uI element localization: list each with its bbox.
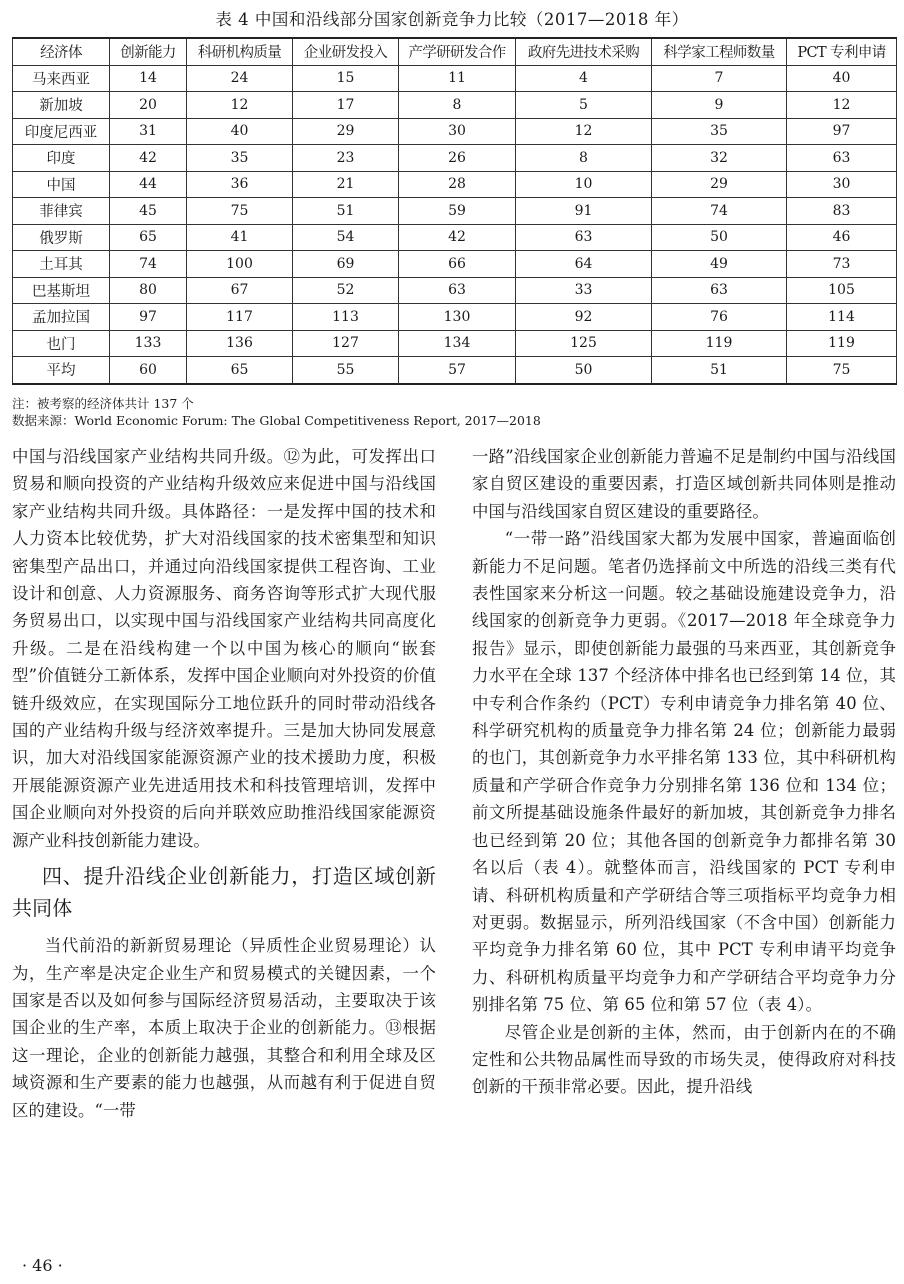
row-header: 俄罗斯 xyxy=(13,224,110,251)
table-cell: 46 xyxy=(787,224,897,251)
table-cell: 105 xyxy=(787,277,897,304)
table-cell: 4 xyxy=(516,65,652,92)
table-cell: 133 xyxy=(110,330,187,357)
table-cell: 30 xyxy=(399,118,516,145)
row-header: 平均 xyxy=(13,357,110,384)
table-cell: 136 xyxy=(187,330,293,357)
table-cell: 15 xyxy=(293,65,399,92)
table-cell: 64 xyxy=(516,251,652,278)
table-cell: 42 xyxy=(110,145,187,172)
column-header: 企业研发投入 xyxy=(293,38,399,65)
table-cell: 17 xyxy=(293,92,399,119)
table-cell: 50 xyxy=(652,224,787,251)
table-cell: 83 xyxy=(787,198,897,225)
table-cell: 23 xyxy=(293,145,399,172)
table-row xyxy=(13,357,897,384)
column-header: PCT 专利申请 xyxy=(787,38,897,65)
table-cell: 35 xyxy=(187,145,293,172)
table-cell: 65 xyxy=(110,224,187,251)
table-cell: 29 xyxy=(293,118,399,145)
table-cell: 67 xyxy=(187,277,293,304)
table-cell: 40 xyxy=(187,118,293,145)
table-row xyxy=(13,92,897,119)
table-cell: 63 xyxy=(516,224,652,251)
table-cell: 65 xyxy=(187,357,293,384)
table-cell: 117 xyxy=(187,304,293,331)
table-cell: 29 xyxy=(652,171,787,198)
table-row xyxy=(13,118,897,145)
table-caption: 表 4 中国和沿线部分国家创新竞争力比较（2017—2018 年） xyxy=(215,10,689,29)
table-row xyxy=(13,145,897,172)
table-cell: 28 xyxy=(399,171,516,198)
column-header: 科学家工程师数量 xyxy=(652,38,787,65)
row-header: 中国 xyxy=(13,171,110,198)
column-header: 创新能力 xyxy=(110,38,187,65)
table-row xyxy=(13,171,897,198)
table-cell: 50 xyxy=(516,357,652,384)
table-cell: 52 xyxy=(293,277,399,304)
table-row xyxy=(13,277,897,304)
right-column xyxy=(472,443,896,1101)
table-cell: 54 xyxy=(293,224,399,251)
row-header: 巴基斯坦 xyxy=(13,277,110,304)
table-cell: 32 xyxy=(652,145,787,172)
paragraph: 一路”沿线国家企业创新能力普遍不足是制约中国与沿线国家自贸区建设的重要因素，打造区域创新共同体则是推动中国与沿线国家自贸区建设的重要路径。 xyxy=(472,447,896,521)
row-header: 印度尼西亚 xyxy=(13,118,110,145)
table-cell: 92 xyxy=(516,304,652,331)
table-cell: 10 xyxy=(516,171,652,198)
table-cell: 5 xyxy=(516,92,652,119)
table-cell: 134 xyxy=(399,330,516,357)
column-header: 政府先进技术采购 xyxy=(516,38,652,65)
table-cell: 45 xyxy=(110,198,187,225)
table-cell: 7 xyxy=(652,65,787,92)
left-column xyxy=(12,443,436,1124)
table-cell: 73 xyxy=(787,251,897,278)
table-row xyxy=(13,304,897,331)
table-cell: 44 xyxy=(110,171,187,198)
row-header: 也门 xyxy=(13,330,110,357)
row-header: 印度 xyxy=(13,145,110,172)
table-cell: 8 xyxy=(516,145,652,172)
table-cell: 119 xyxy=(652,330,787,357)
innovation-competitiveness-table xyxy=(12,37,897,385)
row-header: 马来西亚 xyxy=(13,65,110,92)
table-cell: 97 xyxy=(110,304,187,331)
table-cell: 66 xyxy=(399,251,516,278)
row-header: 孟加拉国 xyxy=(13,304,110,331)
table-cell: 26 xyxy=(399,145,516,172)
table-cell: 97 xyxy=(787,118,897,145)
table-cell: 40 xyxy=(787,65,897,92)
table-header-row xyxy=(13,38,897,65)
table-cell: 80 xyxy=(110,277,187,304)
table-cell: 12 xyxy=(187,92,293,119)
table-cell: 60 xyxy=(110,357,187,384)
column-header: 产学研研发合作 xyxy=(399,38,516,65)
table-cell: 63 xyxy=(399,277,516,304)
column-header: 科研机构质量 xyxy=(187,38,293,65)
table-row xyxy=(13,224,897,251)
table-cell: 12 xyxy=(516,118,652,145)
table-cell: 9 xyxy=(652,92,787,119)
table-cell: 49 xyxy=(652,251,787,278)
table-cell: 24 xyxy=(187,65,293,92)
table-source: 数据来源：World Economic Forum: The Global Competitiveness Report, 2017—2018 xyxy=(12,413,541,428)
table-cell: 127 xyxy=(293,330,399,357)
section-heading: 四、提升沿线企业创新能力，打造区域创新共同体 xyxy=(12,864,436,921)
row-header: 土耳其 xyxy=(13,251,110,278)
row-header: 新加坡 xyxy=(13,92,110,119)
table-cell: 69 xyxy=(293,251,399,278)
table-cell: 42 xyxy=(399,224,516,251)
table-cell: 113 xyxy=(293,304,399,331)
row-header: 菲律宾 xyxy=(13,198,110,225)
table-cell: 14 xyxy=(110,65,187,92)
paragraph: 尽管企业是创新的主体，然而，由于创新内在的不确定性和公共物品属性而导致的市场失灵，使得政府对科技创新的干预非常必要。因此，提升沿线 xyxy=(472,1022,896,1097)
table-cell: 59 xyxy=(399,198,516,225)
column-header: 经济体 xyxy=(13,38,110,65)
table-cell: 76 xyxy=(652,304,787,331)
table-cell: 30 xyxy=(787,171,897,198)
paragraph: 中国与沿线国家产业结构共同升级。⑫为此，可发挥出口贸易和顺向投资的产业结构升级效应来促进中国与沿线国家产业结构共同升级。具体路径：一是发挥中国的技术和人力资本比较优势，扩大对沿线国家的技术密集型和知识密集型产品出口，并通过向沿线国家提供工程咨询、工业设计和创意、人力资源服务、商务咨询等形式扩大现代服务贸易出口，以实现中国与沿线国家产业结构共同高度化升级。二是在沿线构建一个以中国为核心的顺向“嵌套型”价值链分工新体系，发挥中国企业顺向对外投资的价值链升级效应，在实现国际分工地位跃升的同时带动沿线各国的产业结构升级与经济效率提升。三是加大协同发展意识，加大对沿线国家能源资源产业的技术援助力度，积极开展能源资源产业先进适用技术和科技管理培训，发挥中国企业顺向对外投资的后向并联效应助推沿线国家能源资源产业科技创新能力建设。 xyxy=(12,447,436,850)
table-cell: 35 xyxy=(652,118,787,145)
table-cell: 125 xyxy=(516,330,652,357)
table-cell: 33 xyxy=(516,277,652,304)
table-cell: 63 xyxy=(787,145,897,172)
table-cell: 100 xyxy=(187,251,293,278)
table-cell: 8 xyxy=(399,92,516,119)
table-cell: 20 xyxy=(110,92,187,119)
paragraph: “一带一路”沿线国家大都为发展中国家，普遍面临创新能力不足问题。笔者仍选择前文中所选的沿线三类有代表性国家来分析这一问题。较之基础设施建设竞争力，沿线国家的创新竞争力更弱。《2017—2018 年全球竞争力报告》显示，即使创新能力最强的马来西亚，其创新竞争力水平在全球 137 个经济体中排名也已经到第 14 位，其中专利合作条约（PCT）专利申请竞争力排名第 40 位、科学研究机构的质量竞争力排名第 24 位；创新能力最弱的也门，其创新竞争力水平排名第 133 位，其中科研机构质量和产学研合作竞争力分别排名第 136 位和 134 位；前文所提基础设施条件最好的新加坡，其创新竞争力排名也已经到第 20 位；其他各国的创新竞争力都排名第 30 名以后（表 4）。就整体而言，沿线国家的 PCT 专利申请、科研机构质量和产学研结合等三项指标平均竞争力相对更弱。数据显示，所列沿线国家（不含中国）创新能力平均竞争力排名第 60 位，其中 PCT 专利申请平均竞争力、科研机构质量平均竞争力和产学研结合平均竞争力分别排名第 75 位、第 65 位和第 57 位（表 4）。 xyxy=(472,529,896,1015)
table-cell: 75 xyxy=(187,198,293,225)
table-row xyxy=(13,65,897,92)
table-cell: 57 xyxy=(399,357,516,384)
table-cell: 91 xyxy=(516,198,652,225)
table-cell: 119 xyxy=(787,330,897,357)
table-note: 注：被考察的经济体共计 137 个 xyxy=(12,396,194,411)
table-cell: 21 xyxy=(293,171,399,198)
table-cell: 55 xyxy=(293,357,399,384)
table-cell: 75 xyxy=(787,357,897,384)
table-cell: 51 xyxy=(293,198,399,225)
table-row xyxy=(13,198,897,225)
table-cell: 114 xyxy=(787,304,897,331)
table-cell: 36 xyxy=(187,171,293,198)
table-cell: 130 xyxy=(399,304,516,331)
table-cell: 12 xyxy=(787,92,897,119)
table-cell: 74 xyxy=(110,251,187,278)
page-number: · 46 · xyxy=(22,1256,63,1275)
paragraph: 当代前沿的新新贸易理论（异质性企业贸易理论）认为，生产率是决定企业生产和贸易模式的关键因素，一个国家是否以及如何参与国际经济贸易活动，主要取决于该国企业的生产率，本质上取决于企业的创新能力。⑬根据这一理论，企业的创新能力越强，其整合和利用全球及区域资源和生产要素的能力也越强，从而越有利于促进自贸区的建设。“一带 xyxy=(12,936,436,1120)
table-row xyxy=(13,251,897,278)
table-cell: 41 xyxy=(187,224,293,251)
table-cell: 31 xyxy=(110,118,187,145)
table-cell: 11 xyxy=(399,65,516,92)
table-cell: 63 xyxy=(652,277,787,304)
table-row xyxy=(13,330,897,357)
table-cell: 74 xyxy=(652,198,787,225)
table-cell: 51 xyxy=(652,357,787,384)
